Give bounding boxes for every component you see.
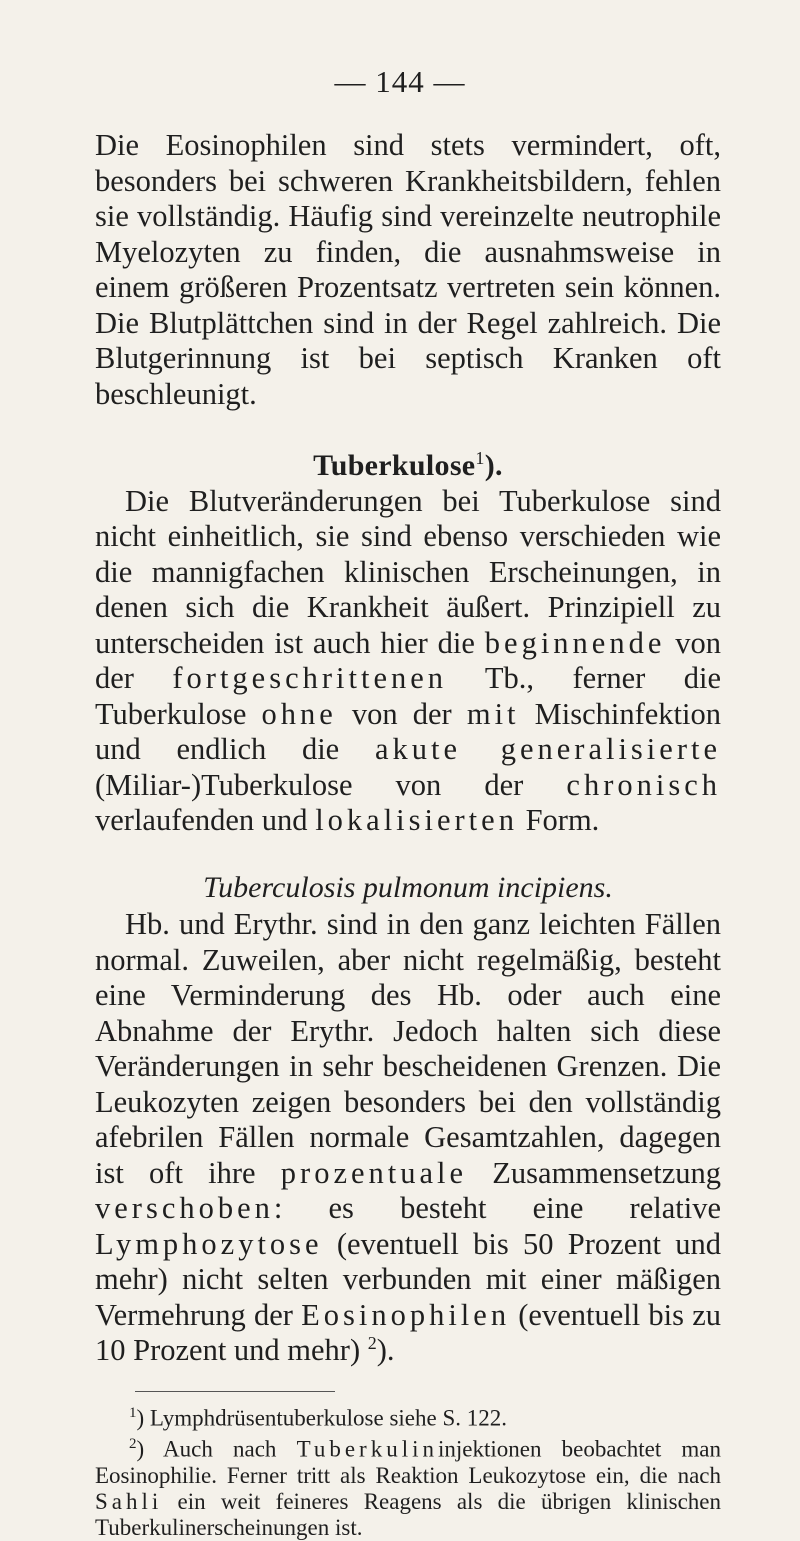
footnote-mark: 2 [367,1332,377,1353]
spaced-term: Eosinophilen [301,1297,511,1332]
spaced-term: prozentuale [280,1155,468,1190]
spaced-term: Lymphozytose [95,1226,323,1261]
footnote-1-text: ) Lymphdrüsentuberkulose siehe S. 122. [136,1405,508,1431]
body-text [95,128,721,1541]
heading-text: Tuberkulose [313,449,476,482]
text-run: Form. [517,803,600,837]
page-number: — 144 — [334,64,466,99]
paragraph-3 [95,907,721,1369]
text-run: : es besteht eine relative [273,1191,721,1225]
text-run: injektionen beobachtet man Eosinophilie. Ferner tritt als Reaktion Leukozytose ein, die nach [95,1436,721,1488]
spaced-term: mit [466,696,520,731]
spaced-term: ohne [261,696,337,731]
spaced-term: lokalisierten [315,803,518,837]
text-run: ) Auch nach [136,1436,297,1462]
footnotes [95,1400,721,1541]
spaced-term: Tuberkulin [296,1436,438,1462]
text-run: verlaufenden und [95,803,316,837]
paragraph-2 [95,484,721,839]
section-heading [95,441,721,484]
text-run: von der [95,625,721,695]
footnote-1 [95,1400,721,1432]
subsection-heading: Tuberculosis pulmonum incipiens. [203,870,613,904]
text-run: ). [376,1333,395,1367]
spaced-term: fortgeschrittenen [172,661,448,695]
footnote-1-mark: 1 [129,1404,137,1421]
text-run: Tb., ferner die Tuberkulose [95,661,721,731]
text-run: (Miliar-)Tuberkulose von der [95,767,567,802]
text-run: Hb. und Erythr. sind in den ganz leichten Fällen normal. Zuweilen, aber nicht regelmäßig, besteht eine Verminderung des Hb. oder auch eine Abnahme der Erythr. Jedoch halten sich diese Veränderungen in sehr bescheidenen Grenzen. Die Leukozyten zeigen besonders bei den vollständig afebrilen Fällen normale Gesamtzahlen, dagegen ist oft ihre [95,907,721,1190]
text-run: (eventuell bis 50 Prozent und mehr) nicht selten verbunden mit einer mäßigen Vermehrung der [95,1226,721,1332]
text-run: Zusammensetzung [467,1155,721,1190]
spaced-term: chronisch [566,767,721,802]
spaced-term: beginnende [484,625,666,660]
heading-close: ). [484,449,503,482]
spaced-term: Sahli [95,1488,163,1514]
spaced-term: verschoben [95,1191,274,1225]
paragraph-1: Die Eosinophilen sind stets vermindert, oft, besonders bei schweren Krankheitsbildern, fehlen sie vollständig. Häufig sind vereinzelte neutrophile Myelozyten zu finden, die ausnahmsweise in einem größeren Prozentsatz vertreten sein können. Die Blutplättchen sind in der Regel zahlreich. Die Blutgerinnung ist bei septisch Kranken oft beschleunigt. [95,128,721,411]
footnote-2 [95,1431,721,1541]
text-run: Mischinfektion und endlich die [95,696,721,766]
text-run: von der [336,696,467,731]
heading-footnote-mark: 1 [475,448,485,468]
text-run: ein weit feineres Reagens als die übrigen klinischen Tuberkulinerscheinungen ist. [95,1488,721,1540]
footnote-2-mark: 2 [129,1436,137,1453]
text-run: Die Blutveränderungen bei Tuberkulose sind nicht einheitlich, sie sind ebenso verschieden wie die mannigfachen klinischen Erscheinungen, in denen sich die Krankheit äußert. Prinzipiell zu unterscheiden ist auch hier die [95,483,721,660]
spaced-term: akute generalisierte [374,732,721,766]
text-run: (eventuell bis zu 10 Prozent und mehr) [95,1297,721,1367]
footnote-divider [135,1391,335,1392]
